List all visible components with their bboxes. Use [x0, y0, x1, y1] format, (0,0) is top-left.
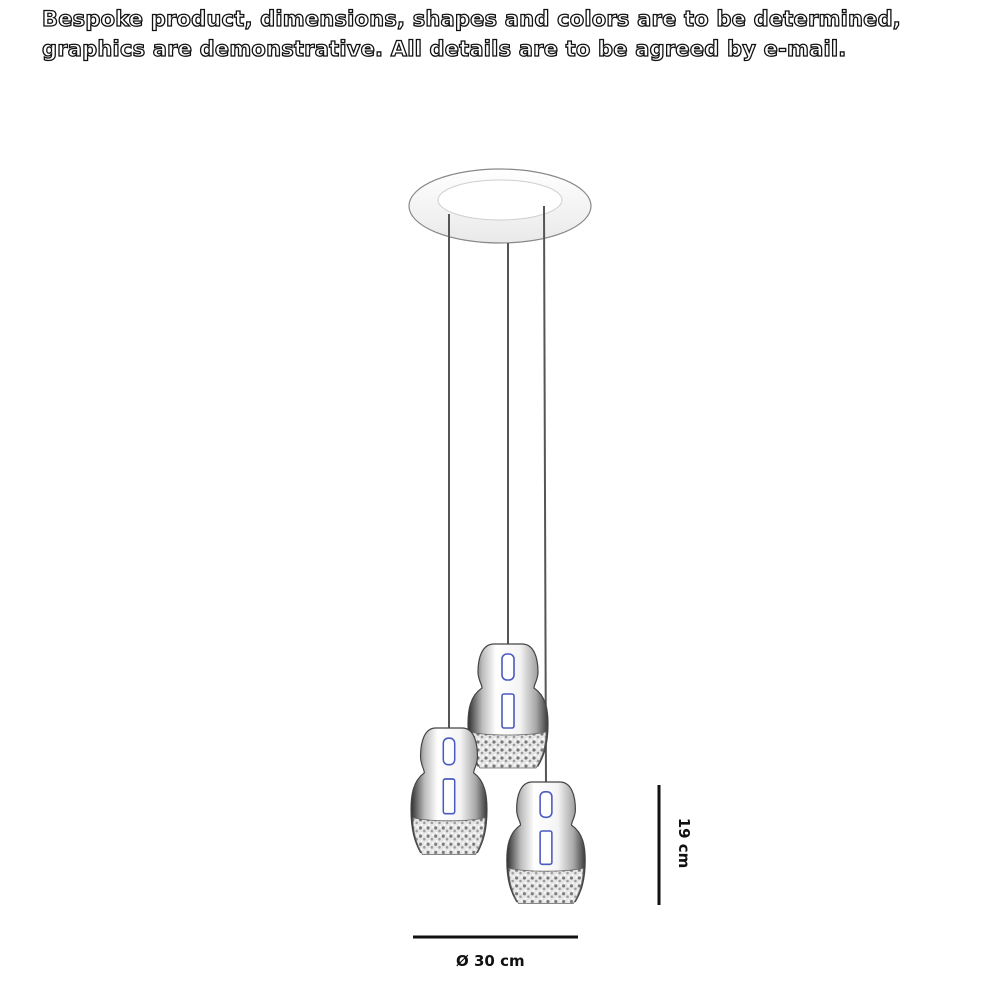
glass-pendant-icon: [411, 728, 487, 854]
height-label: 19 cm: [675, 817, 693, 869]
glass-pendant-icon: [468, 644, 548, 768]
disclaimer-text: Bespoke product, dimensions, shapes and colors are to be determined, graphics are demonstrative. All details are to be agreed by e-mail.: [42, 7, 901, 61]
cable-right: [544, 206, 546, 786]
ceiling-canopy-icon: [409, 169, 591, 243]
glass-pendant-icon: [507, 782, 585, 904]
diameter-label: Ø 30 cm: [456, 952, 525, 970]
